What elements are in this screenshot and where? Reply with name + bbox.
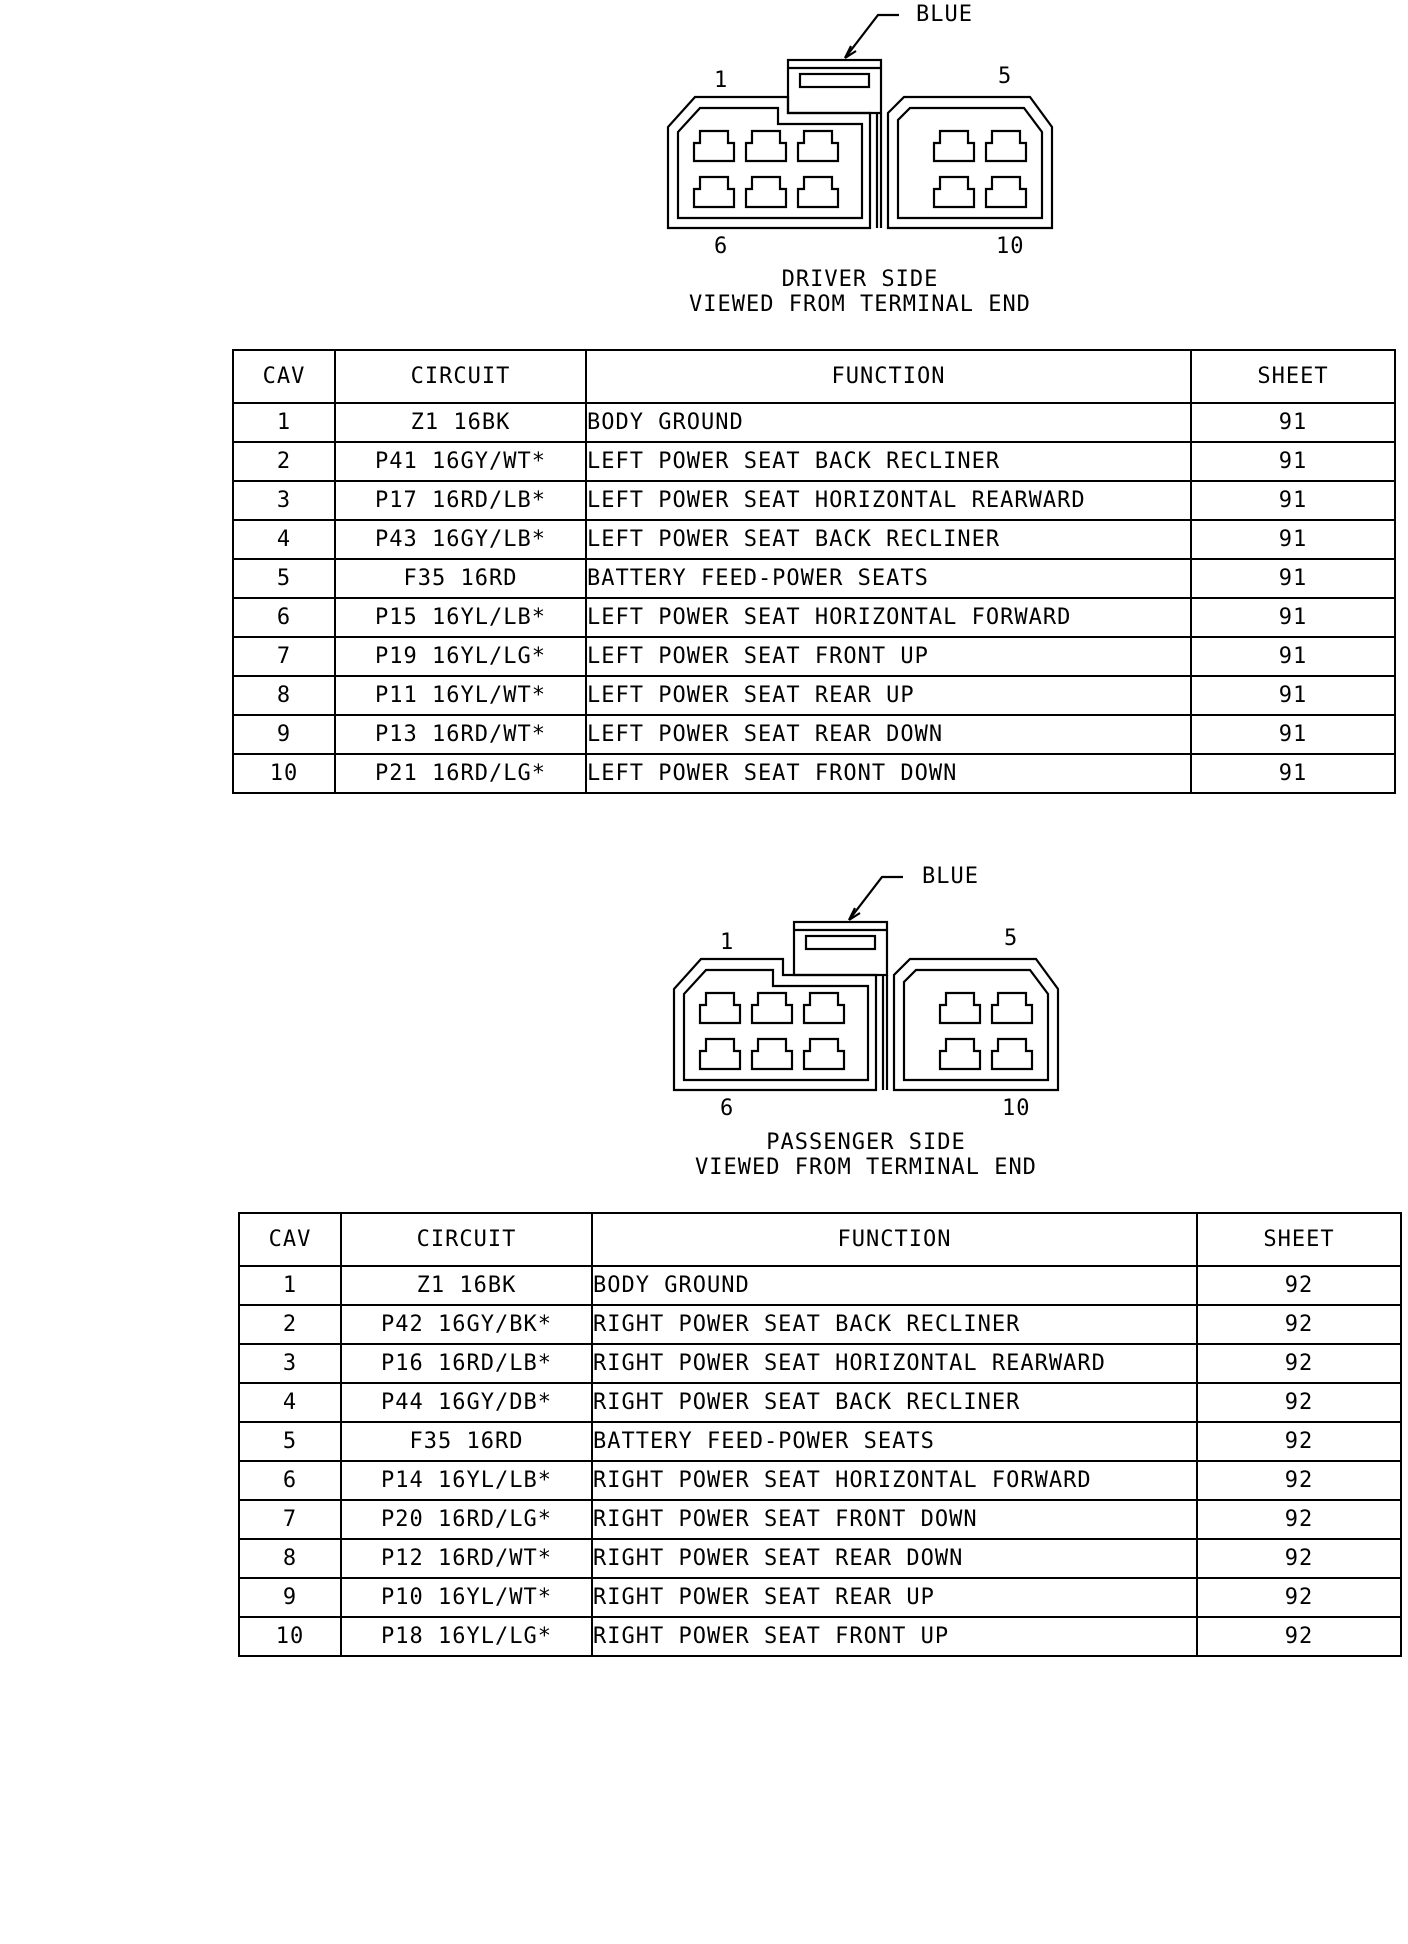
function-cell: LEFT POWER SEAT BACK RECLINER xyxy=(586,442,1191,481)
sheet-cell: 91 xyxy=(1191,715,1395,754)
sheet-cell: 91 xyxy=(1191,598,1395,637)
table-row xyxy=(239,1383,1401,1422)
terminal-cavity xyxy=(804,1039,844,1069)
table-row xyxy=(239,1617,1401,1656)
passenger-pin-label-1: 1 xyxy=(720,930,735,955)
function-cell: LEFT POWER SEAT FRONT DOWN xyxy=(586,754,1191,793)
cav-cell: 3 xyxy=(233,481,335,520)
function-cell: RIGHT POWER SEAT BACK RECLINER xyxy=(592,1383,1197,1422)
passenger-caption-subtitle: VIEWED FROM TERMINAL END xyxy=(695,1155,1037,1180)
circuit-cell: P10 16YL/WT* xyxy=(341,1578,592,1617)
terminal-cavity xyxy=(940,993,980,1023)
sheet-cell: 91 xyxy=(1191,637,1395,676)
function-cell: RIGHT POWER SEAT FRONT DOWN xyxy=(592,1500,1197,1539)
terminal-cavity xyxy=(940,1039,980,1069)
sheet-cell: 92 xyxy=(1197,1617,1401,1656)
driver-callout-label: BLUE xyxy=(916,2,973,27)
sheet-cell: 92 xyxy=(1197,1344,1401,1383)
terminal-cavity xyxy=(700,1039,740,1069)
cav-cell: 1 xyxy=(239,1266,341,1305)
function-cell: LEFT POWER SEAT HORIZONTAL REARWARD xyxy=(586,481,1191,520)
header-sheet: SHEET xyxy=(1191,350,1395,403)
function-cell: BODY GROUND xyxy=(592,1266,1197,1305)
cav-cell: 2 xyxy=(239,1305,341,1344)
function-cell: RIGHT POWER SEAT REAR DOWN xyxy=(592,1539,1197,1578)
sheet-cell: 92 xyxy=(1197,1305,1401,1344)
passenger-pinout-table xyxy=(238,1212,1402,1657)
header-circuit: CIRCUIT xyxy=(335,350,586,403)
cav-cell: 8 xyxy=(233,676,335,715)
driver-pin-label-5: 5 xyxy=(998,64,1013,89)
cav-cell: 10 xyxy=(239,1617,341,1656)
function-cell: LEFT POWER SEAT BACK RECLINER xyxy=(586,520,1191,559)
cav-cell: 5 xyxy=(239,1422,341,1461)
function-cell: LEFT POWER SEAT REAR UP xyxy=(586,676,1191,715)
passenger-pin-label-5: 5 xyxy=(1004,926,1019,951)
circuit-cell: P20 16RD/LG* xyxy=(341,1500,592,1539)
function-cell: RIGHT POWER SEAT HORIZONTAL REARWARD xyxy=(592,1344,1197,1383)
function-cell: RIGHT POWER SEAT HORIZONTAL FORWARD xyxy=(592,1461,1197,1500)
sheet-cell: 91 xyxy=(1191,754,1395,793)
circuit-cell: P43 16GY/LB* xyxy=(335,520,586,559)
sheet-cell: 91 xyxy=(1191,520,1395,559)
header-function: FUNCTION xyxy=(586,350,1191,403)
circuit-cell: F35 16RD xyxy=(341,1422,592,1461)
driver-pin-label-10: 10 xyxy=(996,234,1025,259)
function-cell: BATTERY FEED-POWER SEATS xyxy=(592,1422,1197,1461)
sheet-cell: 92 xyxy=(1197,1578,1401,1617)
terminal-cavity xyxy=(752,1039,792,1069)
sheet-cell: 92 xyxy=(1197,1500,1401,1539)
cav-cell: 4 xyxy=(239,1383,341,1422)
circuit-cell: P11 16YL/WT* xyxy=(335,676,586,715)
circuit-cell: P14 16YL/LB* xyxy=(341,1461,592,1500)
table-row xyxy=(239,1578,1401,1617)
terminal-cavity xyxy=(992,993,1032,1023)
header-circuit: CIRCUIT xyxy=(341,1213,592,1266)
function-cell: LEFT POWER SEAT FRONT UP xyxy=(586,637,1191,676)
passenger-pin-label-6: 6 xyxy=(720,1096,735,1121)
function-cell: LEFT POWER SEAT HORIZONTAL FORWARD xyxy=(586,598,1191,637)
circuit-cell: P17 16RD/LB* xyxy=(335,481,586,520)
cav-cell: 6 xyxy=(239,1461,341,1500)
cav-cell: 1 xyxy=(233,403,335,442)
header-function: FUNCTION xyxy=(592,1213,1197,1266)
sheet-cell: 91 xyxy=(1191,403,1395,442)
table-row xyxy=(239,1539,1401,1578)
cav-cell: 6 xyxy=(233,598,335,637)
cav-cell: 9 xyxy=(233,715,335,754)
circuit-cell: P21 16RD/LG* xyxy=(335,754,586,793)
sheet-cell: 91 xyxy=(1191,559,1395,598)
function-cell: RIGHT POWER SEAT REAR UP xyxy=(592,1578,1197,1617)
passenger-pin-label-10: 10 xyxy=(1002,1096,1031,1121)
cav-cell: 10 xyxy=(233,754,335,793)
header-cav: CAV xyxy=(233,350,335,403)
sheet-cell: 91 xyxy=(1191,676,1395,715)
passenger-caption-title: PASSENGER SIDE xyxy=(766,1130,966,1155)
sheet-cell: 92 xyxy=(1197,1422,1401,1461)
table-row xyxy=(239,1500,1401,1539)
header-sheet: SHEET xyxy=(1197,1213,1401,1266)
circuit-cell: P13 16RD/WT* xyxy=(335,715,586,754)
circuit-cell: P42 16GY/BK* xyxy=(341,1305,592,1344)
function-cell: BODY GROUND xyxy=(586,403,1191,442)
circuit-cell: P15 16YL/LB* xyxy=(335,598,586,637)
table-row xyxy=(239,1266,1401,1305)
circuit-cell: P16 16RD/LB* xyxy=(341,1344,592,1383)
driver-caption-subtitle: VIEWED FROM TERMINAL END xyxy=(689,292,1031,317)
table-row xyxy=(239,1461,1401,1500)
function-cell: RIGHT POWER SEAT FRONT UP xyxy=(592,1617,1197,1656)
circuit-cell: P12 16RD/WT* xyxy=(341,1539,592,1578)
driver-pin-label-1: 1 xyxy=(714,68,729,93)
table-row xyxy=(239,1422,1401,1461)
sheet-cell: 92 xyxy=(1197,1461,1401,1500)
cav-cell: 5 xyxy=(233,559,335,598)
cav-cell: 2 xyxy=(233,442,335,481)
sheet-cell: 92 xyxy=(1197,1383,1401,1422)
sheet-cell: 91 xyxy=(1191,442,1395,481)
cav-cell: 7 xyxy=(233,637,335,676)
circuit-cell: P18 16YL/LG* xyxy=(341,1617,592,1656)
circuit-cell: P41 16GY/WT* xyxy=(335,442,586,481)
function-cell: LEFT POWER SEAT REAR DOWN xyxy=(586,715,1191,754)
circuit-cell: P44 16GY/DB* xyxy=(341,1383,592,1422)
circuit-cell: P19 16YL/LG* xyxy=(335,637,586,676)
function-cell: BATTERY FEED-POWER SEATS xyxy=(586,559,1191,598)
passenger-callout-label: BLUE xyxy=(922,864,979,889)
circuit-cell: Z1 16BK xyxy=(341,1266,592,1305)
header-cav: CAV xyxy=(239,1213,341,1266)
table-header-row xyxy=(239,1213,1401,1266)
function-cell: RIGHT POWER SEAT BACK RECLINER xyxy=(592,1305,1197,1344)
driver-caption-title: DRIVER SIDE xyxy=(781,267,939,292)
terminal-cavity xyxy=(752,993,792,1023)
sheet-cell: 92 xyxy=(1197,1266,1401,1305)
passenger-caption xyxy=(666,1130,1066,1180)
circuit-cell: Z1 16BK xyxy=(335,403,586,442)
driver-pin-label-6: 6 xyxy=(714,234,729,259)
terminal-cavity xyxy=(804,993,844,1023)
cav-cell: 4 xyxy=(233,520,335,559)
cav-cell: 3 xyxy=(239,1344,341,1383)
table-row xyxy=(239,1305,1401,1344)
circuit-cell: F35 16RD xyxy=(335,559,586,598)
sheet-cell: 91 xyxy=(1191,481,1395,520)
cav-cell: 7 xyxy=(239,1500,341,1539)
table-row xyxy=(239,1344,1401,1383)
cav-cell: 9 xyxy=(239,1578,341,1617)
terminal-cavity xyxy=(700,993,740,1023)
cav-cell: 8 xyxy=(239,1539,341,1578)
sheet-cell: 92 xyxy=(1197,1539,1401,1578)
terminal-cavity xyxy=(992,1039,1032,1069)
